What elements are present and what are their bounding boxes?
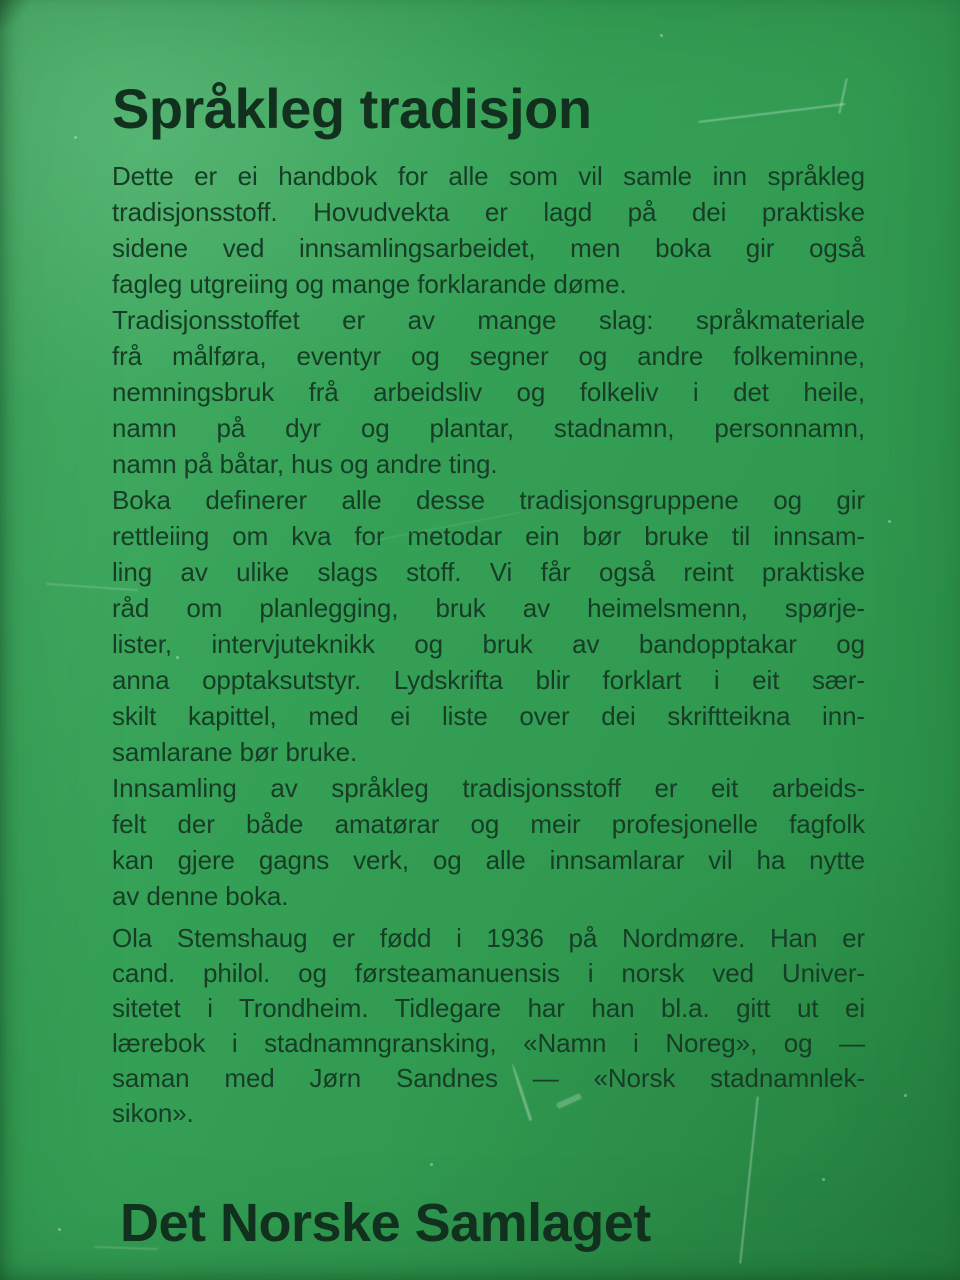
text-line: sikon». (112, 1098, 194, 1128)
dust-speck (888, 520, 891, 523)
text-line: av denne boka. (112, 881, 289, 911)
author-bio-block (112, 921, 865, 1131)
blurb-text-block (112, 158, 865, 914)
dust-speck (430, 1163, 433, 1166)
text-line: sitetet i Trondheim. Tidlegare har han bl.a. gitt ut ei (112, 993, 865, 1023)
scratch-mark (838, 78, 847, 114)
text-line: fagleg utgreiing og mange forklarande døme. (112, 269, 627, 299)
text-line: kan gjere gagns verk, og alle innsamlarar vil ha nytte (112, 845, 865, 875)
text-line: tradisjonsstoff. Hovudvekta er lagd på dei praktiske (112, 197, 865, 227)
dust-speck (904, 1094, 907, 1097)
text-line: cand. philol. og førsteamanuensis i norsk ved Univer- (112, 958, 865, 988)
text-line: namn på båtar, hus og andre ting. (112, 449, 498, 479)
text-line: frå målføra, eventyr og segner og andre folkeminne, (112, 341, 865, 371)
text-line: anna opptaksutstyr. Lydskrifta blir forklart i eit sær- (112, 665, 865, 695)
text-line: skilt kapittel, med ei liste over dei skriftteikna inn- (112, 701, 865, 731)
text-line: rettleiing om kva for metodar ein bør bruke til innsam- (112, 521, 865, 551)
text-line: Boka definerer alle desse tradisjonsgruppene og gir (112, 485, 865, 515)
text-line: nemningsbruk frå arbeidsliv og folkeliv i det heile, (112, 377, 865, 407)
text-line: felt der både amatørar og meir profesjonelle fagfolk (112, 809, 865, 839)
scratch-mark (698, 103, 845, 123)
text-line: lærebok i stadnamngransking, «Namn i Noreg», og — (112, 1028, 865, 1058)
text-line: saman med Jørn Sandnes — «Norsk stadnamnlek- (112, 1063, 865, 1093)
text-line: Tradisjonsstoffet er av mange slag: språkmateriale (112, 305, 865, 335)
text-line: ling av ulike slags stoff. Vi får også reint praktiske (112, 557, 865, 587)
dust-speck (74, 136, 77, 139)
text-line: Innsamling av språkleg tradisjonsstoff er eit arbeids- (112, 773, 865, 803)
publisher-name: Det Norske Samlaget (120, 1193, 651, 1253)
dust-speck (660, 34, 663, 37)
text-line: Ola Stemshaug er fødd i 1936 på Nordmøre. Han er (112, 923, 865, 953)
text-line: råd om planlegging, bruk av heimelsmenn, spørje- (112, 593, 865, 623)
corner-shadow (0, 0, 34, 34)
text-line: lister, intervjuteknikk og bruk av bandopptakar og (112, 629, 865, 659)
text-line: sidene ved innsamlingsarbeidet, men boka gir også (112, 233, 865, 263)
text-line: samlarane bør bruke. (112, 737, 358, 767)
text-line: namn på dyr og plantar, stadnamn, personnamn, (112, 413, 865, 443)
dust-speck (58, 1228, 61, 1231)
book-title: Språkleg tradisjon (112, 76, 592, 140)
dust-speck (822, 1178, 825, 1181)
text-line: Dette er ei handbok for alle som vil samle inn språkleg (112, 161, 865, 191)
